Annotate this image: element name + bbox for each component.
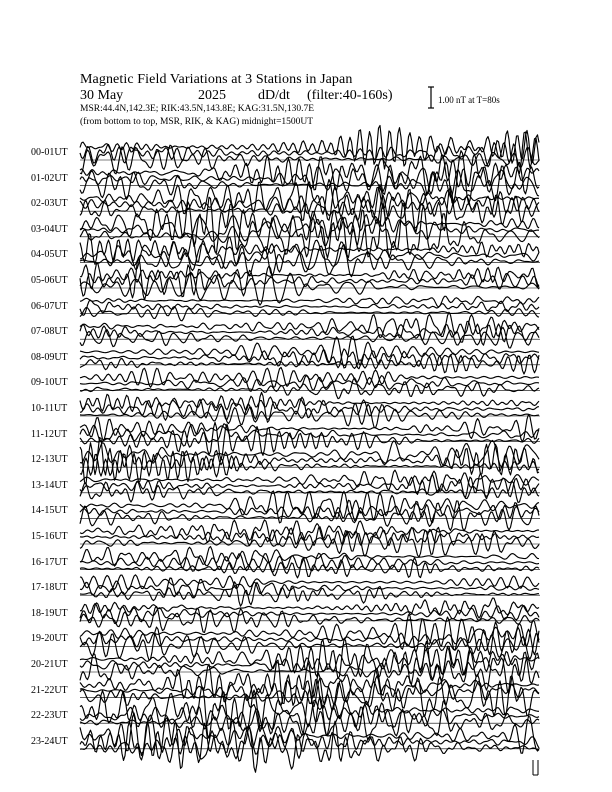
row-label: 19-20UT [31,633,68,645]
trace-kag [80,296,539,307]
trace-rik [80,720,539,768]
quantity-label: dD/dt [258,88,290,103]
trace-msr [80,674,539,716]
row-label: 23-24UT [31,735,68,747]
scale-bar [428,87,434,108]
trace-msr [80,266,539,305]
row-label: 03-04UT [31,223,68,235]
row-label: 18-19UT [31,607,68,619]
row-label: 08-09UT [31,351,68,363]
row-label: 11-12UT [31,428,68,440]
trace-rik [80,349,539,369]
trace-rik [80,321,539,345]
row-label: 01-02UT [31,172,68,184]
row-label: 20-21UT [31,659,68,670]
trace-msr [80,422,539,459]
row-label: 09-10UT [31,377,68,389]
chart-title: Magnetic Field Variations at 3 Stations in Japan [80,72,353,87]
trace-kag [80,263,539,288]
trace-rik [80,578,539,598]
row-label: 21-22UT [31,684,68,696]
end-tick [533,760,538,775]
row-label: 15-16UT [31,531,68,542]
row-label: 04-05UT [31,249,68,261]
row-label: 14-15UT [31,505,68,517]
trace-rik [80,215,539,251]
filter-label: (filter:40-160s) [307,88,393,103]
trace-rik [80,392,539,422]
row-label: 02-03UT [31,198,68,210]
row-label: 13-14UT [31,479,68,491]
stations-line: MSR:44.4N,142.3E; RIK:43.5N,143.8E; KAG:31.5N,130.7E [80,104,315,114]
order-line: (from bottom to top, MSR, RIK, & KAG) midnight=1500UT [80,117,314,127]
scale-bar-label: 1.00 nT at T=80s [438,95,500,105]
trace-group [80,126,539,773]
row-label: 00-01UT [31,147,68,158]
date-day-month: 30 May [80,88,124,103]
row-label: 17-18UT [31,582,68,594]
trace-kag [80,367,539,387]
row-label: 22-23UT [31,710,68,722]
row-label: 05-06UT [31,275,68,286]
row-label: 16-17UT [31,556,68,568]
date-year: 2025 [198,88,226,103]
row-label: 10-11UT [31,403,68,414]
trace-rik [80,500,539,523]
trace-kag [80,598,539,618]
row-label: 12-13UT [31,454,68,466]
row-label: 07-08UT [31,326,68,338]
row-label: 06-07UT [31,300,68,312]
